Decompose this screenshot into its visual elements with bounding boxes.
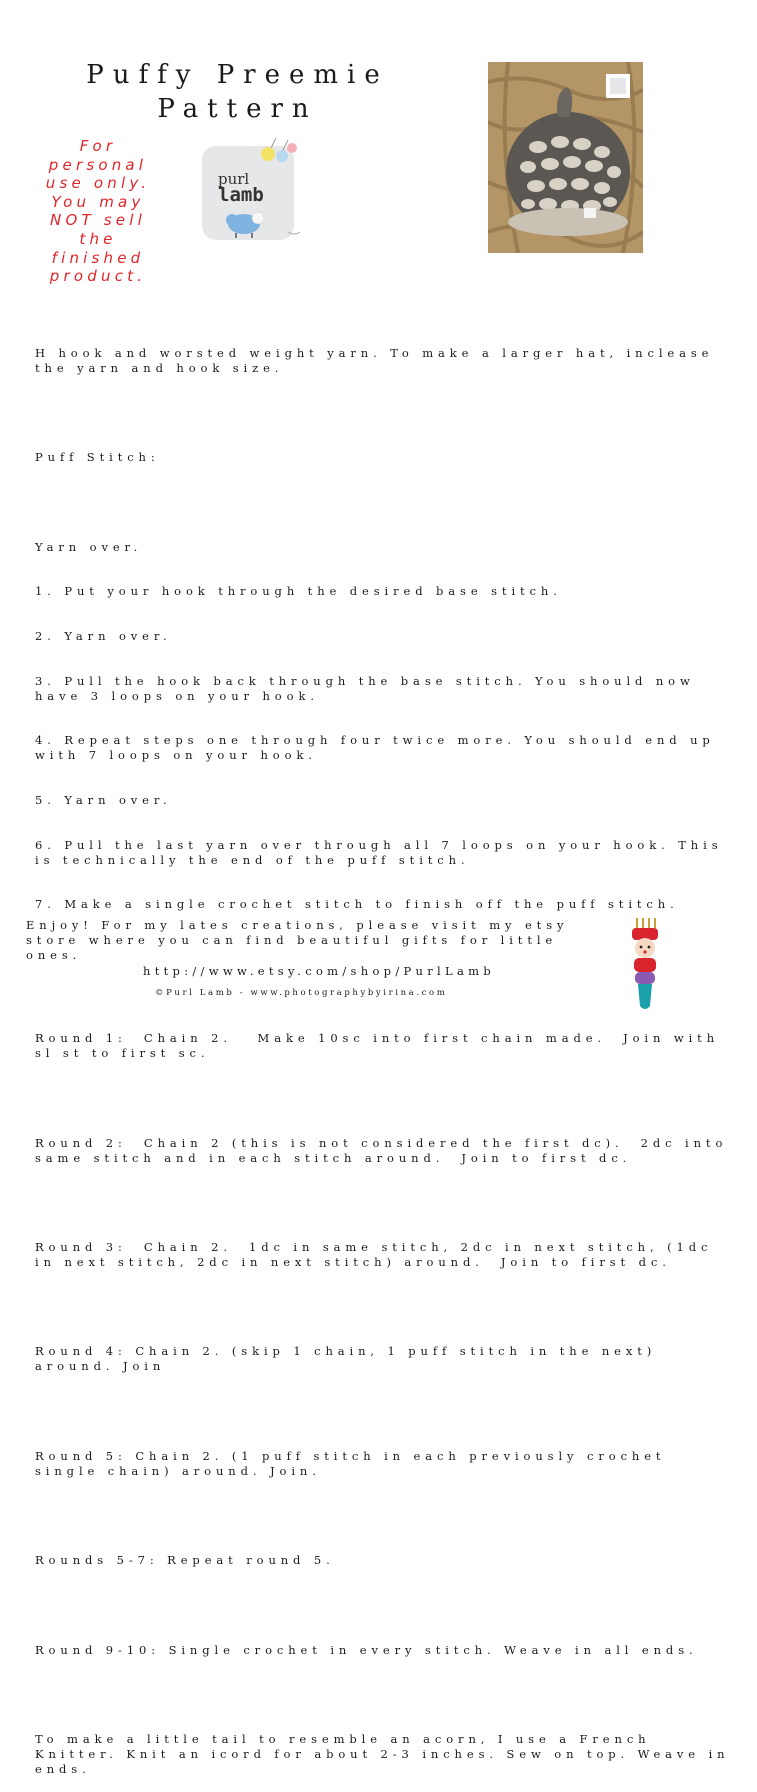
round-text: Round 2: Chain 2 (this is not considered the first dc). 2dc into same stitch and in each stitch around. Join to first dc. [35, 1135, 736, 1165]
step-text: 3. Pull the hook back through the base stitch. You should now have 3 loops on your hook. [35, 673, 704, 703]
step-text: 7. Make a single crochet stitch to finish off the puff stitch. [35, 897, 679, 912]
disclaimer-line: finished [51, 248, 145, 267]
disclaimer-line: product. [49, 267, 147, 286]
puff-stitch-heading: Puff Stitch: [35, 450, 160, 465]
step-text: 5. Yarn over. [35, 792, 172, 807]
step-text: 4. Repeat steps one through four twice more. You should end up with 7 loops on your hook. [35, 733, 724, 763]
round-text: Round 5: Chain 2. (1 puff stitch in each previously crochet single chain) around. Join. [35, 1448, 675, 1478]
closing-text: Enjoy! For my lates creations, please visit my etsy store where you can find beautiful gifts for little ones. [26, 918, 569, 962]
french-knitter-icon [628, 918, 662, 1012]
step-text: 1. Put your hook through the desired base stitch. [35, 584, 562, 599]
disclaimer-line: the [79, 229, 117, 248]
pattern-instructions [35, 316, 739, 1792]
step-text: 2. Yarn over. [35, 629, 172, 643]
step-text: Yarn over. [35, 539, 143, 554]
copyright-text: ©Purl Lamb - www.photographybyirina.com [155, 988, 448, 998]
purl-lamb-logo [196, 134, 306, 246]
round-text: Rounds 5-7: Repeat round 5. [35, 1553, 335, 1568]
etsy-shop-link[interactable]: http://www.etsy.com/shop/PurlLamb [143, 964, 495, 978]
intro-text: H hook and worsted weight yarn. To make a larger hat, inclease the yarn and hook size. [35, 345, 722, 375]
step-text: 6. Pull the last yarn over through all 7 loops on your hook. This is technically the end of the puff stitch. [35, 837, 732, 867]
round-text: Round 9-10: Single crochet in every stitch. Weave in all ends. [35, 1642, 698, 1657]
disclaimer-line: You may [51, 192, 145, 211]
round-text: Round 4: Chain 2. (skip 1 chain, 1 puff stitch in the next) around. Join [35, 1344, 665, 1374]
logo-lamb-text: lamb [218, 184, 264, 206]
disclaimer-line: NOT sell [50, 211, 146, 230]
acorn-tail-text: To make a little tail to resemble an acorn, I use a French Knitter. Knit an icord for about 2-3 inches. Sew on top. Weave in ends. [35, 1731, 739, 1776]
disclaimer-line: For [79, 137, 117, 155]
pattern-title [40, 58, 435, 126]
title-line-1: Puffy Preemie [86, 60, 389, 90]
hat-photo [488, 62, 643, 253]
disclaimer-line: personal [48, 155, 148, 174]
round-text: Round 1: Chain 2. Make 10sc into first chain made. Join with sl st to first sc. [35, 1031, 728, 1061]
usage-disclaimer [28, 137, 168, 286]
round-text: Round 3: Chain 2. 1dc in same stitch, 2dc in next stitch, (1dc in next stitch, 2dc in next stitch) around. Join to first dc. [35, 1240, 721, 1269]
title-line-2: Pattern [157, 94, 318, 124]
disclaimer-line: use only. [45, 174, 151, 193]
logo-purl-text: purl [218, 170, 250, 188]
